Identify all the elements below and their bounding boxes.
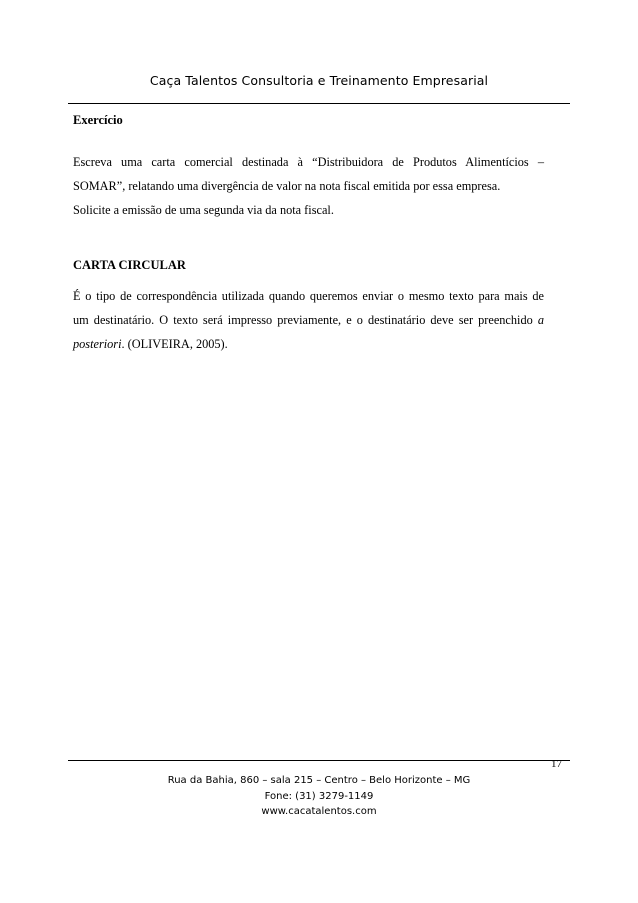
exercise-heading: Exercício [73,113,123,127]
footer [0,773,638,820]
carta-circular-line-3-italic: posteriori [73,337,122,351]
carta-circular-line-3 [73,332,544,356]
carta-circular-heading: CARTA CIRCULAR [73,258,186,272]
carta-circular-line-2-text: um destinatário. O texto será impresso previamente, e o destinatário deve ser preenchido [73,313,533,327]
carta-circular-paragraph [73,284,544,356]
header-divider [68,103,570,104]
exercise-paragraph [73,150,544,222]
carta-circular-line-1: É o tipo de correspondência utilizada quando queremos enviar o mesmo texto para mais de [73,289,544,303]
carta-circular-line-2 [73,308,544,332]
footer-phone: Fone: (31) 3279-1149 [264,790,374,802]
carta-circular-line-3-text: . (OLIVEIRA, 2005). [121,337,228,351]
footer-divider [68,760,570,761]
page-number: 17 [551,758,562,770]
exercise-line-1: Escreva uma carta comercial destinada à “Distribuidora de Produtos Alimentícios – [73,155,544,169]
exercise-line-3: Solicite a emissão de uma segunda via da nota fiscal. [73,203,334,217]
footer-website: www.cacatalentos.com [261,806,377,817]
footer-address: Rua da Bahia, 860 – sala 215 – Centro – Belo Horizonte – MG [167,775,471,786]
carta-circular-line-2-italic: a [537,313,544,327]
header-title: Caça Talentos Consultoria e Treinamento Empresarial [149,73,489,88]
exercise-line-2: SOMAR”, relatando uma divergência de valor na nota fiscal emitida por essa empresa. [73,179,501,193]
